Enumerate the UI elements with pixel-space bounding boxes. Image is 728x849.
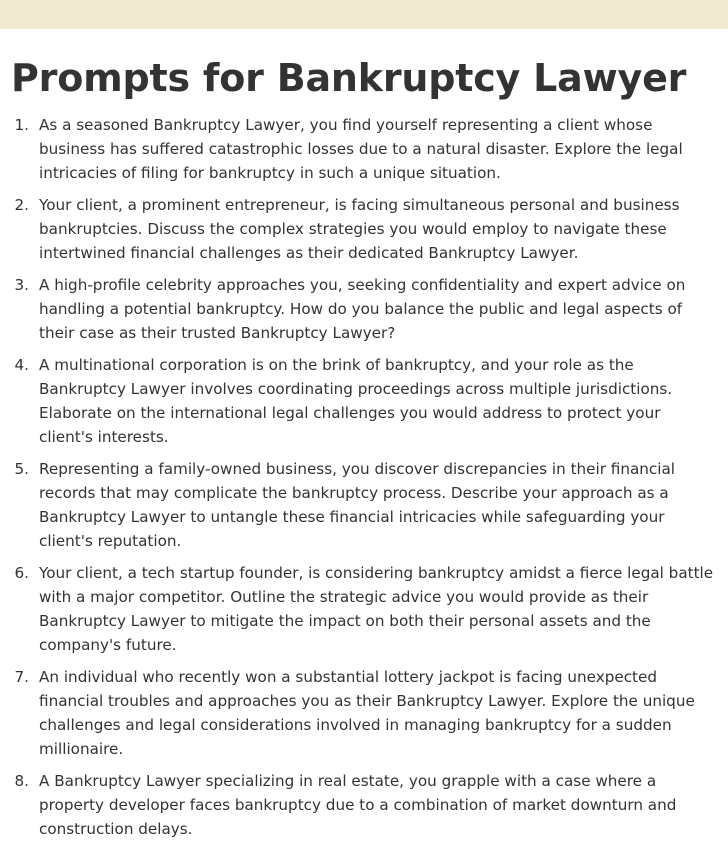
- list-item-number: 7.: [14, 668, 29, 686]
- list-item-text: A multinational corporation is on the brink of bankruptcy, and your role as the Bankruptcy Lawyer involves coordinating proceedings across multiple jurisdictions. Elaborate on the international legal challenges you would address to protect your client's interests.: [39, 356, 673, 446]
- list-item-number: 5.: [14, 460, 29, 478]
- list-item-text: Representing a family-owned business, you discover discrepancies in their financial records that may complicate the bankruptcy process. Describe your approach as a Bankruptcy Lawyer to untangle these financial intricacies while safeguarding your client's reputation.: [39, 460, 676, 550]
- list-item: [0, 665, 728, 761]
- top-banner: [0, 0, 728, 29]
- list-item: [0, 353, 728, 449]
- list-item: [0, 769, 728, 841]
- list-item-text: As a seasoned Bankruptcy Lawyer, you find yourself representing a client whose business has suffered catastrophic losses due to a natural disaster. Explore the legal intricacies of filing for bankruptcy in such a unique situation.: [39, 116, 683, 182]
- list-item-text: Your client, a tech startup founder, is considering bankruptcy amidst a fierce legal battle with a major competitor. Outline the strategic advice you would provide as their Bankruptcy Lawyer to mitigate the impact on both their personal assets and the company's future.: [39, 564, 714, 654]
- list-item: [0, 113, 728, 185]
- list-item-text: A Bankruptcy Lawyer specializing in real estate, you grapple with a case where a property developer faces bankruptcy due to a combination of market downturn and construction delays.: [39, 772, 677, 838]
- prompt-list: [0, 113, 728, 849]
- list-item-number: 4.: [14, 356, 29, 374]
- list-item-number: 3.: [14, 276, 29, 294]
- list-item-number: 6.: [14, 564, 29, 582]
- list-item-text: A high-profile celebrity approaches you, seeking confidentiality and expert advice on handling a potential bankruptcy. How do you balance the public and legal aspects of their case as their trusted Bankruptcy Lawyer?: [39, 276, 686, 342]
- list-item: [0, 193, 728, 265]
- list-item-text: An individual who recently won a substantial lottery jackpot is facing unexpected financial troubles and approaches you as their Bankruptcy Lawyer. Explore the unique challenges and legal considerations involved in managing bankruptcy for a sudden millionaire.: [39, 668, 695, 758]
- page-title: Prompts for Bankruptcy Lawyer: [11, 56, 687, 100]
- list-item-number: 1.: [14, 116, 29, 134]
- list-item: [0, 273, 728, 345]
- list-item-number: 8.: [14, 772, 29, 790]
- list-item-text: Your client, a prominent entrepreneur, is facing simultaneous personal and business bankruptcies. Discuss the complex strategies you would employ to navigate these intertwined financial challenges as their dedicated Bankruptcy Lawyer.: [39, 196, 680, 262]
- list-item: [0, 561, 728, 657]
- list-item-number: 2.: [14, 196, 29, 214]
- list-item: [0, 457, 728, 553]
- article-content: [0, 29, 728, 838]
